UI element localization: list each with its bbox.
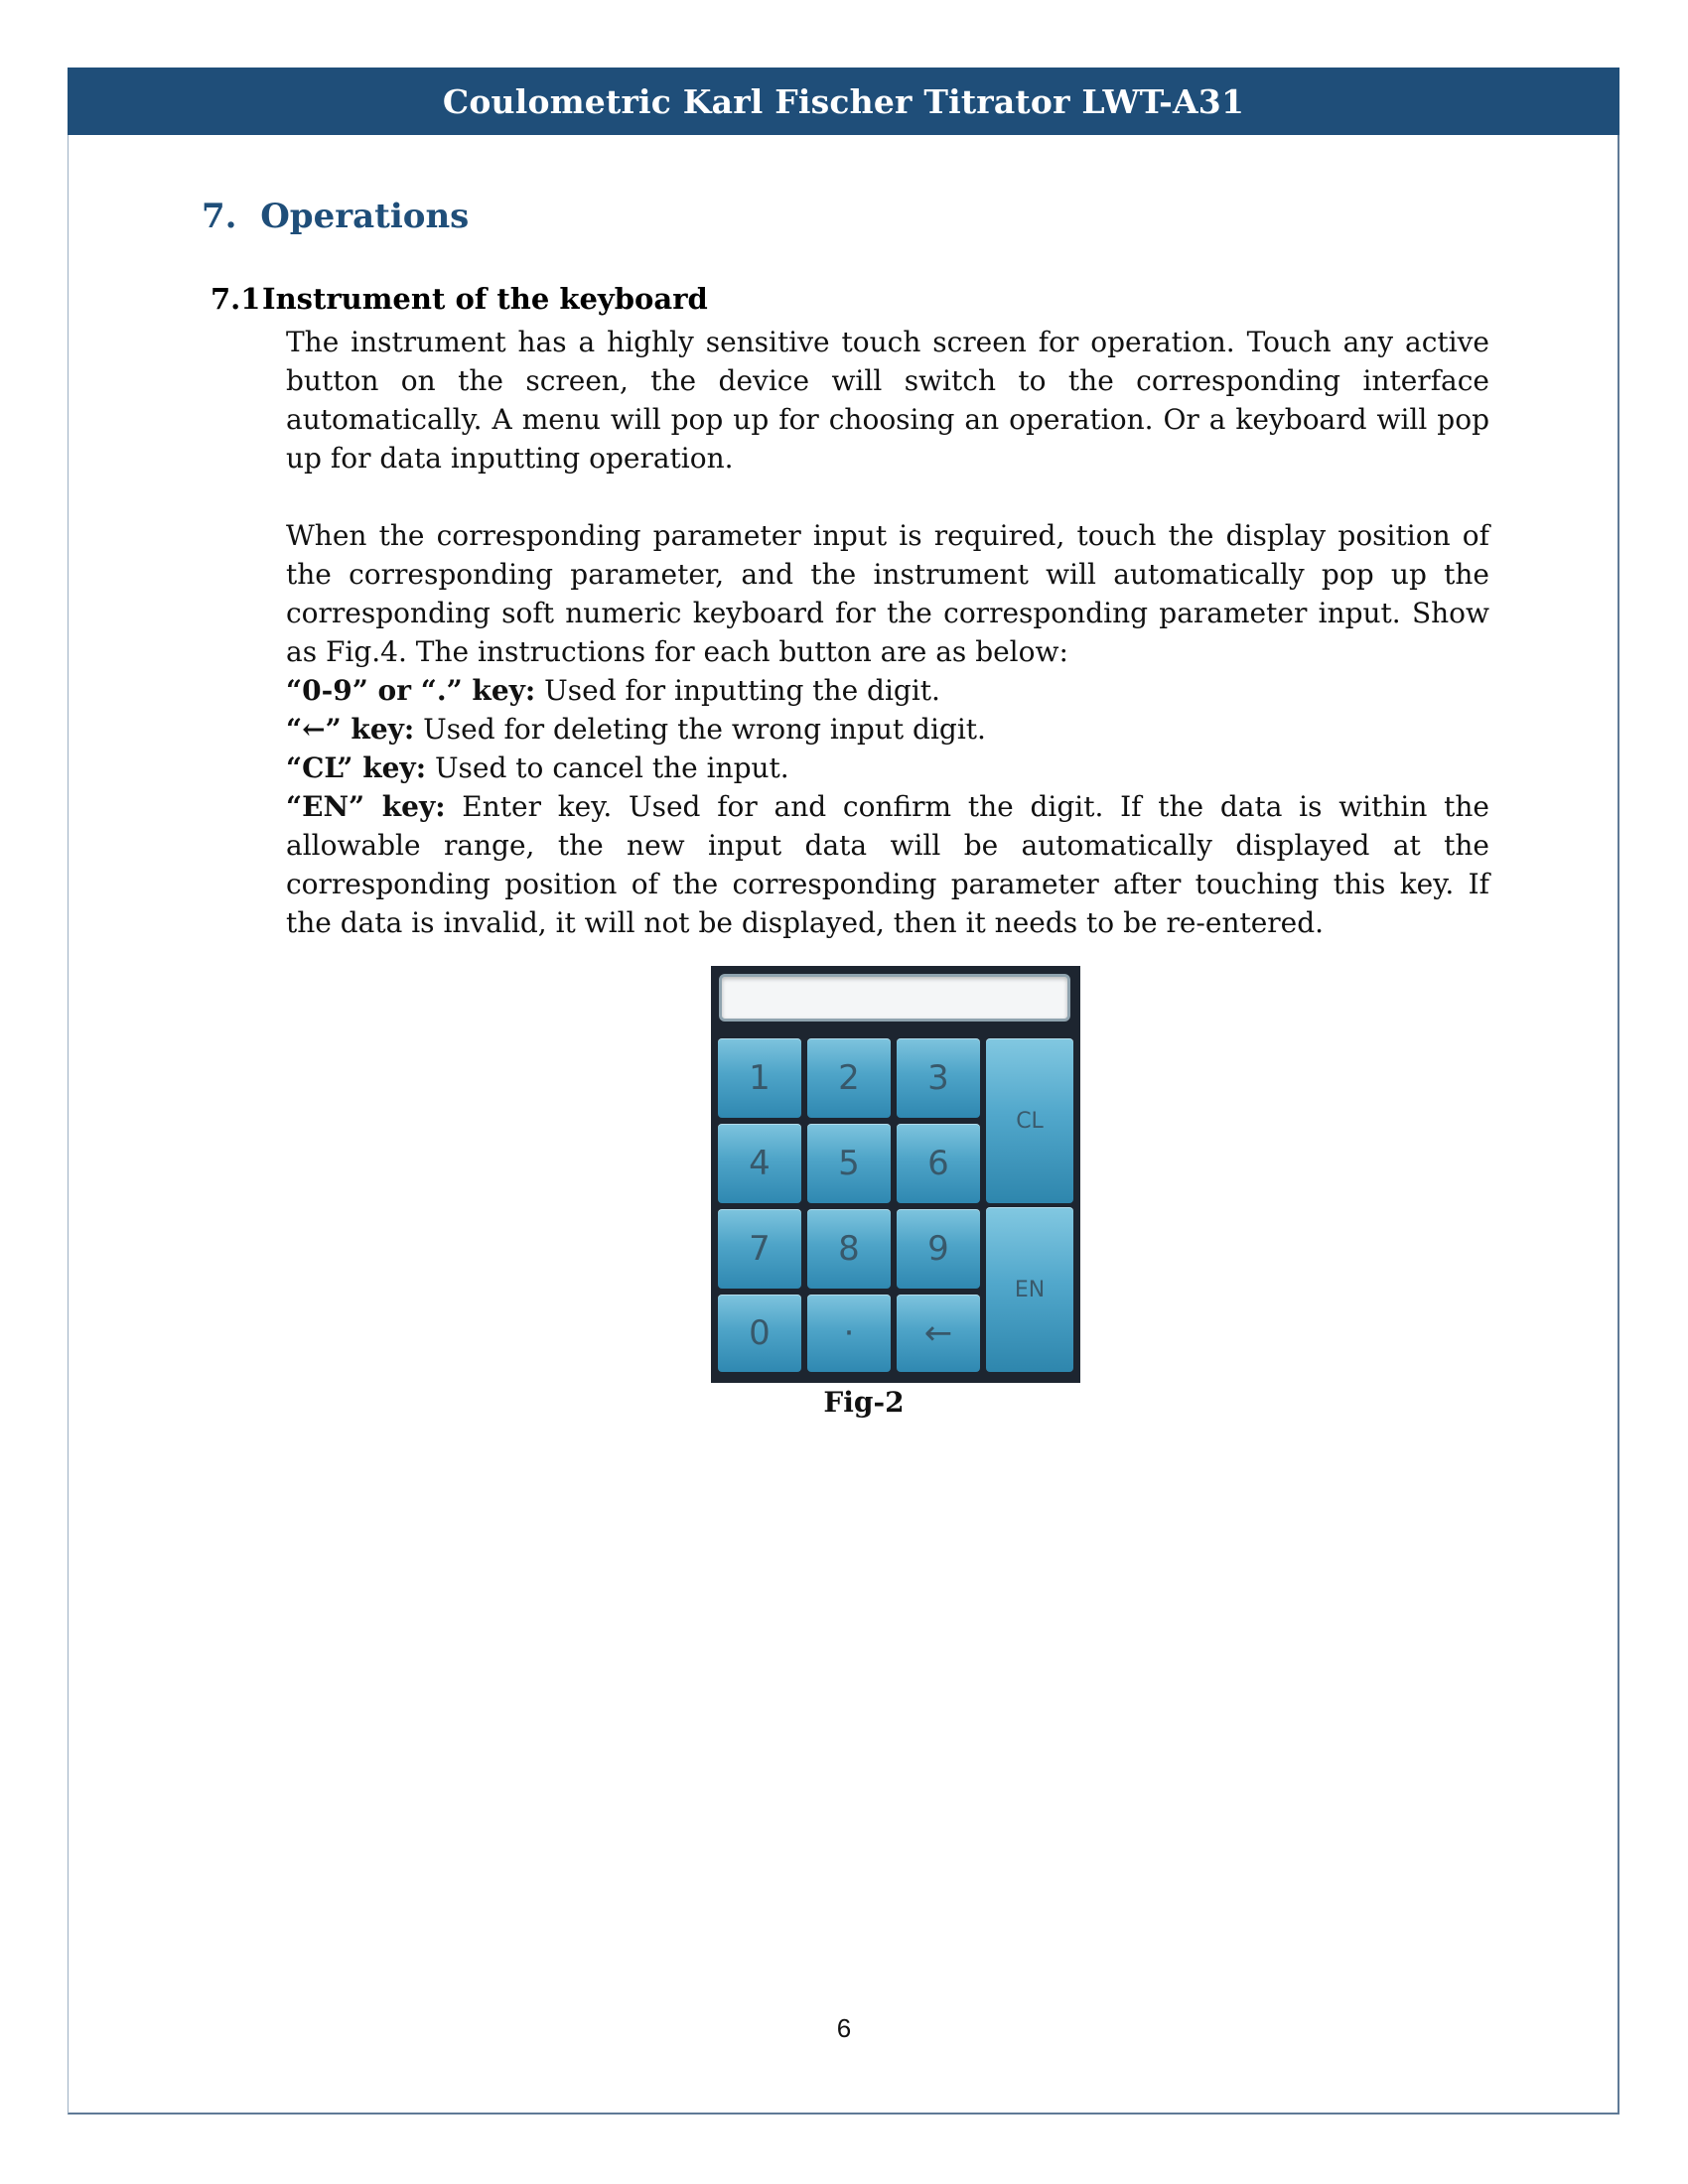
key-3: 3: [897, 1038, 980, 1118]
figure-caption: Fig-2: [823, 1386, 905, 1419]
key-name: “CL” key:: [286, 751, 427, 784]
key-1: 1: [718, 1038, 801, 1118]
subsection-heading: [211, 282, 708, 316]
subsection-number: 7.1: [211, 282, 261, 316]
key-name: “0-9” or “.” key:: [286, 674, 536, 707]
instructions-paragraph: When the corresponding parameter input is required, touch the display position of the corresponding parameter, and the instrument will automatically pop up the corresponding soft numeric keyboard for the corresponding parameter input. Show as Fig.4. The instructions for each button are as below:: [286, 519, 1489, 668]
instructions-block: [286, 516, 1489, 942]
key-2: 2: [807, 1038, 891, 1118]
key-8: 8: [807, 1209, 891, 1289]
page-number: 6: [836, 2013, 852, 2043]
section-heading: [202, 197, 469, 236]
key-description-backspace: [286, 710, 1489, 749]
key-text: Used for inputting the digit.: [535, 674, 940, 707]
key-description-enter: [286, 787, 1489, 942]
key-7: 7: [718, 1209, 801, 1289]
key-4: 4: [718, 1124, 801, 1203]
key-name: “←” key:: [286, 713, 415, 746]
keypad-display-field: [719, 974, 1070, 1022]
key-description-digits: [286, 671, 1489, 710]
intro-paragraph: The instrument has a highly sensitive touch screen for operation. Touch any active button on the screen, the device will switch to the corresponding interface automatically. A menu will pop up for choosing an operation. Or a keyboard will pop up for data inputting operation.: [286, 326, 1489, 475]
intro-paragraph-block: [286, 323, 1489, 478]
key-backspace: ←: [897, 1295, 980, 1372]
keypad-figure: [711, 966, 1080, 1383]
key-9: 9: [897, 1209, 980, 1289]
key-description-clear: [286, 749, 1489, 787]
key-text: Used for deleting the wrong input digit.: [414, 713, 986, 746]
key-clear: CL: [986, 1038, 1073, 1203]
key-text: Used to cancel the input.: [426, 751, 789, 784]
key-enter: EN: [986, 1207, 1073, 1372]
key-text: Enter key. Used for and confirm the digit. If the data is within the allowable range, the new input data will be automatically displayed at the corresponding position of the corresponding parameter after touching this key. If the data is invalid, it will not be displayed, then it needs to be re-entered.: [286, 790, 1489, 939]
key-6: 6: [897, 1124, 980, 1203]
key-decimal: ·: [807, 1295, 891, 1372]
section-number: 7.: [202, 197, 237, 236]
section-title: Operations: [260, 197, 470, 236]
key-5: 5: [807, 1124, 891, 1203]
document-title: Coulometric Karl Fischer Titrator LWT-A31: [442, 81, 1245, 121]
document-header: [68, 68, 1619, 135]
subsection-title: Instrument of the keyboard: [262, 282, 708, 316]
key-0: 0: [718, 1295, 801, 1372]
key-name: “EN” key:: [286, 790, 446, 823]
